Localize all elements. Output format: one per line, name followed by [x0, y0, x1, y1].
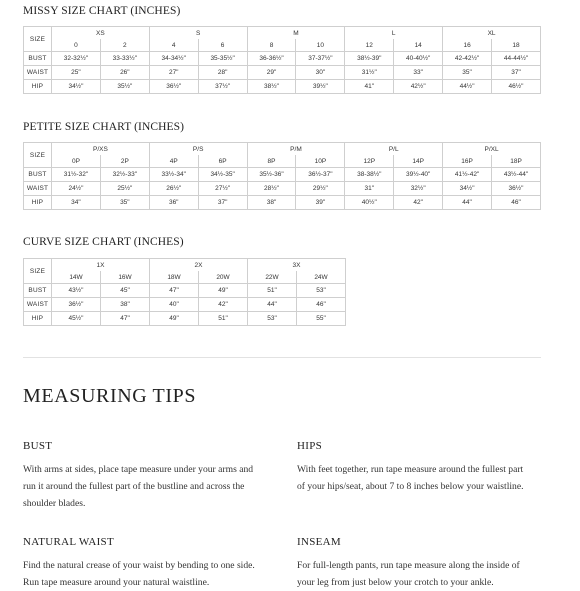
measurement-cell: 31" [345, 182, 394, 196]
measurement-label: BUST [24, 168, 52, 182]
measurement-cell: 36-36½" [247, 52, 296, 66]
measurement-cell: 36" [149, 196, 198, 210]
size-number-cell: 6P [198, 155, 247, 168]
measurement-cell: 35½-36" [247, 168, 296, 182]
measurement-cell: 53" [297, 284, 346, 298]
size-number-row [24, 39, 541, 52]
petite-chart-title: PETITE SIZE CHART (INCHES) [23, 121, 185, 133]
measurement-label: HIP [24, 196, 52, 210]
measurement-cell: 28½" [247, 182, 296, 196]
measurement-cell: 34-34½" [149, 52, 198, 66]
measurement-cell: 34½" [443, 182, 492, 196]
measurement-cell: 29" [247, 66, 296, 80]
measurement-cell: 35" [443, 66, 492, 80]
size-header: SIZE [24, 27, 52, 52]
measurement-cell: 39½-40" [394, 168, 443, 182]
measurement-cell: 42" [394, 196, 443, 210]
measurement-cell: 43½-44" [492, 168, 541, 182]
size-number-cell: 8 [247, 39, 296, 52]
size-number-row [24, 271, 346, 284]
measurement-cell: 27½" [198, 182, 247, 196]
measurement-label: WAIST [24, 182, 52, 196]
measurement-cell: 53" [248, 312, 297, 326]
size-group-cell: S [149, 27, 247, 40]
size-group-cell: P/M [247, 143, 345, 156]
measurement-cell: 30" [296, 66, 345, 80]
inseam-text: For full-length pants, run tape measure along the inside of your leg from just below your crotch to your ankle. [297, 560, 520, 588]
measurement-cell: 40" [150, 298, 199, 312]
natural-waist-heading: NATURAL WAIST [23, 536, 114, 548]
bust-text: With arms at sides, place tape measure under your arms and run it around the fullest part of the bustline and across the shoulder blades. [23, 464, 254, 509]
hips-text: With feet together, run tape measure around the fullest part of your hips/seat, about 7 to 8 inches below your waistline. [297, 464, 524, 492]
measurement-cell: 32½" [394, 182, 443, 196]
size-group-cell: 1X [52, 259, 150, 272]
size-header: SIZE [24, 259, 52, 284]
size-number-cell: 2 [100, 39, 149, 52]
measurement-label: BUST [24, 52, 52, 66]
measurement-label: WAIST [24, 298, 52, 312]
measurement-cell: 32½-33" [100, 168, 149, 182]
measurement-cell: 38½" [247, 80, 296, 94]
petite-size-table [23, 142, 541, 210]
size-number-cell: 16W [101, 271, 150, 284]
measurement-label: HIP [24, 312, 52, 326]
size-group-cell: L [345, 27, 443, 40]
measurement-cell: 55" [297, 312, 346, 326]
measurement-cell: 41½-42" [443, 168, 492, 182]
size-group-cell: P/S [149, 143, 247, 156]
measurement-cell: 38" [247, 196, 296, 210]
size-number-cell: 0 [52, 39, 101, 52]
bust-heading: BUST [23, 440, 53, 452]
size-group-cell: 3X [248, 259, 346, 272]
measurement-cell: 25½" [100, 182, 149, 196]
measurement-cell: 34" [52, 196, 101, 210]
measurement-cell: 39" [296, 196, 345, 210]
measurement-cell: 33½-34" [149, 168, 198, 182]
measurement-cell: 42-42½" [443, 52, 492, 66]
measurement-cell: 46" [297, 298, 346, 312]
table-row [24, 284, 346, 298]
size-number-cell: 12 [345, 39, 394, 52]
measurement-cell: 33-33½" [100, 52, 149, 66]
measurement-cell: 36½" [149, 80, 198, 94]
measurement-cell: 24½" [52, 182, 101, 196]
size-number-cell: 18P [492, 155, 541, 168]
size-number-cell: 22W [248, 271, 297, 284]
inseam-heading: INSEAM [297, 536, 341, 548]
measurement-cell: 33" [394, 66, 443, 80]
measurement-cell: 47" [150, 284, 199, 298]
size-number-cell: 10P [296, 155, 345, 168]
table-row [24, 168, 541, 182]
size-group-row [24, 143, 541, 156]
measurement-cell: 36½" [492, 182, 541, 196]
size-group-cell: XS [52, 27, 150, 40]
measurement-cell: 51" [248, 284, 297, 298]
missy-chart-title: MISSY SIZE CHART (INCHES) [23, 5, 181, 17]
measurement-cell: 44" [248, 298, 297, 312]
size-number-cell: 12P [345, 155, 394, 168]
measurement-cell: 44½" [443, 80, 492, 94]
measurement-cell: 46" [492, 196, 541, 210]
measurement-cell: 42½" [394, 80, 443, 94]
measurement-cell: 44-44½" [492, 52, 541, 66]
measurement-cell: 49" [150, 312, 199, 326]
measurement-cell: 36½-37" [296, 168, 345, 182]
measurement-cell: 31½" [345, 66, 394, 80]
size-group-row [24, 259, 346, 272]
measurement-cell: 32-32½" [52, 52, 101, 66]
measurement-cell: 37-37½" [296, 52, 345, 66]
measurement-cell: 35" [100, 196, 149, 210]
measurement-cell: 39½" [296, 80, 345, 94]
measurement-label: BUST [24, 284, 52, 298]
measurement-cell: 34½" [52, 80, 101, 94]
size-group-cell: P/L [345, 143, 443, 156]
measurement-cell: 45" [101, 284, 150, 298]
size-number-cell: 10 [296, 39, 345, 52]
measurement-cell: 35½" [100, 80, 149, 94]
size-number-cell: 18 [492, 39, 541, 52]
size-number-cell: 4P [149, 155, 198, 168]
measurement-cell: 31½-32" [52, 168, 101, 182]
measurement-cell: 36½" [52, 298, 101, 312]
natural-waist-text: Find the natural crease of your waist by bending to one side. Run tape measure around your natural waistline. [23, 560, 255, 588]
size-number-cell: 6 [198, 39, 247, 52]
size-group-row [24, 27, 541, 40]
size-number-cell: 16 [443, 39, 492, 52]
measurement-cell: 45½" [52, 312, 101, 326]
measurement-cell: 25" [52, 66, 101, 80]
measurement-cell: 37½" [198, 80, 247, 94]
measurement-cell: 43½" [52, 284, 101, 298]
size-group-cell: 2X [150, 259, 248, 272]
measurement-cell: 38-38½" [345, 168, 394, 182]
table-row [24, 80, 541, 94]
measurement-cell: 47" [101, 312, 150, 326]
measurement-cell: 29½" [296, 182, 345, 196]
size-number-cell: 8P [247, 155, 296, 168]
size-group-cell: P/XS [52, 143, 150, 156]
measuring-tips-title: MEASURING TIPS [23, 385, 197, 407]
measurement-cell: 26" [100, 66, 149, 80]
measurement-cell: 49" [199, 284, 248, 298]
size-group-cell: XL [443, 27, 541, 40]
measurement-cell: 28" [198, 66, 247, 80]
table-row [24, 196, 541, 210]
measurement-cell: 34½-35" [198, 168, 247, 182]
measurement-cell: 38" [101, 298, 150, 312]
curve-chart-title: CURVE SIZE CHART (INCHES) [23, 236, 184, 248]
table-row [24, 298, 346, 312]
table-row [24, 66, 541, 80]
section-divider [23, 357, 541, 358]
size-number-cell: 14 [394, 39, 443, 52]
size-number-cell: 14W [52, 271, 101, 284]
size-group-cell: P/XL [443, 143, 541, 156]
size-header: SIZE [24, 143, 52, 168]
table-row [24, 182, 541, 196]
size-group-cell: M [247, 27, 345, 40]
hips-heading: HIPS [297, 440, 323, 452]
measurement-cell: 51" [199, 312, 248, 326]
size-number-cell: 14P [394, 155, 443, 168]
size-number-cell: 18W [150, 271, 199, 284]
measurement-cell: 40½" [345, 196, 394, 210]
size-number-cell: 0P [52, 155, 101, 168]
size-number-cell: 20W [199, 271, 248, 284]
measurement-label: HIP [24, 80, 52, 94]
measurement-cell: 40-40½" [394, 52, 443, 66]
measurement-cell: 37" [198, 196, 247, 210]
size-number-cell: 24W [297, 271, 346, 284]
measurement-cell: 46½" [492, 80, 541, 94]
measurement-cell: 37" [492, 66, 541, 80]
size-number-cell: 16P [443, 155, 492, 168]
measurement-cell: 41" [345, 80, 394, 94]
table-row [24, 52, 541, 66]
size-number-cell: 2P [100, 155, 149, 168]
measurement-cell: 27" [149, 66, 198, 80]
size-number-row [24, 155, 541, 168]
measurement-cell: 26½" [149, 182, 198, 196]
measurement-cell: 44" [443, 196, 492, 210]
measurement-cell: 35-35½" [198, 52, 247, 66]
measurement-label: WAIST [24, 66, 52, 80]
table-row [24, 312, 346, 326]
measurement-cell: 38½-39" [345, 52, 394, 66]
curve-size-table [23, 258, 346, 326]
size-number-cell: 4 [149, 39, 198, 52]
missy-size-table [23, 26, 541, 94]
measurement-cell: 42" [199, 298, 248, 312]
